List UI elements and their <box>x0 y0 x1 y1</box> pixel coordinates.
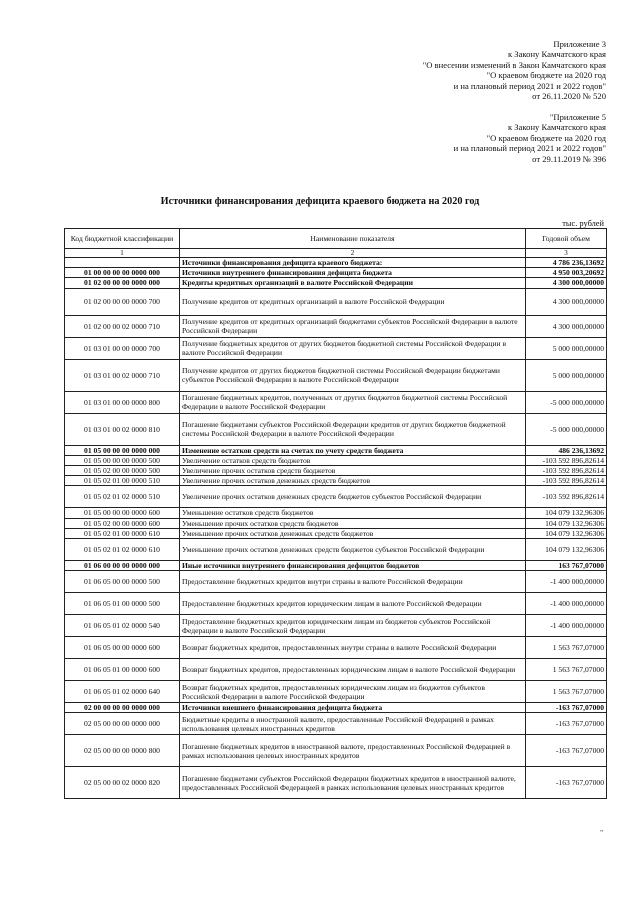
row-amount: 1 563 767,07000 <box>526 681 607 703</box>
header-line: "Приложение 5 <box>549 112 606 122</box>
row-amount: -103 592 896,82614 <box>526 455 607 465</box>
row-amount: -1 400 000,00000 <box>526 615 607 637</box>
row-amount: 1 563 767,07000 <box>526 659 607 681</box>
row-amount: 4 300 000,00000 <box>526 315 607 337</box>
row-amount: -103 592 896,82614 <box>526 476 607 486</box>
closing-mark: " <box>600 829 603 837</box>
row-amount: 104 079 132,96306 <box>526 528 607 538</box>
row-code: 01 05 02 01 00 0000 610 <box>65 528 180 538</box>
row-name: Получение кредитов от кредитных организаций бюджетами субъектов Российской Федерации в валюте Российской Федерации <box>180 315 526 337</box>
row-code: 01 00 00 00 00 0000 000 <box>65 268 180 278</box>
row-amount: -5 000 000,00000 <box>526 413 607 445</box>
table-row <box>65 703 607 713</box>
header-line: "О краевом бюджете на 2020 год <box>486 70 606 81</box>
row-name: Иные источники внутреннего финансирования дефицитов бюджетов <box>180 561 526 571</box>
document-title: Источники финансирования дефицита краевого бюджета на 2020 год <box>160 196 480 207</box>
row-amount: 1 563 767,07000 <box>526 637 607 659</box>
row-name: Возврат бюджетных кредитов, предоставленных юридическим лицам из бюджетов субъектов Российской Федерации в валюте Российской Федерации <box>180 681 526 703</box>
header-block-2 <box>454 112 606 164</box>
row-name: Погашение бюджетами субъектов Российской Федерации кредитов от других бюджетов бюджетной системы Российской Федерации в валюте Российской Федерации <box>180 413 526 445</box>
table-row <box>65 413 607 445</box>
header-line: "О внесении изменений в Закон Камчатского края <box>422 59 606 70</box>
row-code: 01 02 00 00 00 0000 700 <box>65 288 180 315</box>
row-code: 01 02 00 00 00 0000 000 <box>65 278 180 288</box>
row-amount: 4 950 003,20692 <box>526 268 607 278</box>
table-row <box>65 659 607 681</box>
row-name: Источники финансирования дефицита краевого бюджета: <box>180 258 526 268</box>
units-label: тыс. рублей <box>562 219 604 228</box>
row-code: 01 06 05 01 00 0000 600 <box>65 659 180 681</box>
row-name: Уменьшение прочих остатков средств бюджетов <box>180 518 526 528</box>
table-row <box>65 455 607 465</box>
table-row <box>65 508 607 518</box>
table-row <box>65 518 607 528</box>
row-name: Уменьшение прочих остатков денежных средств бюджетов субъектов Российской Федерации <box>180 539 526 561</box>
table-row <box>65 315 607 337</box>
row-code: 01 05 00 00 00 0000 600 <box>65 508 180 518</box>
row-code: 02 05 00 00 02 0000 820 <box>65 767 180 799</box>
row-code: 01 05 00 00 00 0000 500 <box>65 455 180 465</box>
row-name: Изменение остатков средств на счетах по учету средств бюджета <box>180 445 526 455</box>
row-name: Предоставление бюджетных кредитов юридическим лицам в валюте Российской Федерации <box>180 593 526 615</box>
row-amount: -1 400 000,00000 <box>526 571 607 593</box>
row-code: 01 06 05 00 00 0000 500 <box>65 571 180 593</box>
row-amount: -1 400 000,00000 <box>526 593 607 615</box>
row-code: 02 00 00 00 00 0000 000 <box>65 703 180 713</box>
table-row <box>65 486 607 508</box>
row-amount: 163 767,07000 <box>526 561 607 571</box>
row-code: 01 03 01 00 00 0000 700 <box>65 337 180 359</box>
row-code: 01 05 00 00 00 0000 000 <box>65 445 180 455</box>
row-amount: 5 000 000,00000 <box>526 337 607 359</box>
table-body <box>65 258 607 799</box>
row-name: Уменьшение прочих остатков денежных средств бюджетов <box>180 528 526 538</box>
header-line: к Закону Камчатского края <box>507 49 606 60</box>
row-code: 01 06 00 00 00 0000 000 <box>65 561 180 571</box>
row-amount: -163 767,07000 <box>526 713 607 735</box>
row-name: Увеличение прочих остатков средств бюджетов <box>180 466 526 476</box>
row-code: 01 03 01 00 00 0000 800 <box>65 391 180 413</box>
table-row <box>65 593 607 615</box>
table-row <box>65 713 607 735</box>
header-line: к Закону Камчатского края <box>507 122 606 133</box>
row-code: 01 03 01 00 02 0000 710 <box>65 359 180 391</box>
row-code: 01 06 05 01 02 0000 640 <box>65 681 180 703</box>
row-code: 01 05 02 01 02 0000 610 <box>65 539 180 561</box>
table-row <box>65 476 607 486</box>
table-row <box>65 466 607 476</box>
row-name: Получение кредитов от других бюджетов бюджетной системы Российской Федерации бюджетами субъектов Российской Федерации в валюте Российской Федерации <box>180 359 526 391</box>
row-name: Увеличение остатков средств бюджетов <box>180 455 526 465</box>
row-code: 01 05 02 00 00 0000 600 <box>65 518 180 528</box>
table-row <box>65 288 607 315</box>
table-row <box>65 337 607 359</box>
row-amount: 4 300 000,00000 <box>526 288 607 315</box>
row-amount: 104 079 132,96306 <box>526 518 607 528</box>
column-number: 1 <box>65 249 180 258</box>
row-amount: -163 767,07000 <box>526 735 607 767</box>
row-amount: -163 767,07000 <box>526 703 607 713</box>
table-row <box>65 561 607 571</box>
row-name: Погашение бюджетных кредитов в иностранной валюте, предоставленных Российской Федерацией в рамках использования целевых иностранных кредитов <box>180 735 526 767</box>
header-amount: Годовой объем <box>526 229 607 249</box>
row-name: Увеличение прочих остатков денежных средств бюджетов субъектов Российской Федерации <box>180 486 526 508</box>
row-code: 01 05 02 00 00 0000 500 <box>65 466 180 476</box>
row-name: Возврат бюджетных кредитов, предоставленных внутри страны в валюте Российской Федерации <box>180 637 526 659</box>
table-row <box>65 735 607 767</box>
row-name: Уменьшение остатков средств бюджетов <box>180 508 526 518</box>
row-name: Источники внутреннего финансирования дефицита бюджета <box>180 268 526 278</box>
row-code: 02 05 00 00 00 0000 000 <box>65 713 180 735</box>
financing-sources-table <box>64 228 607 799</box>
header-line: Приложение 3 <box>553 39 606 49</box>
row-code: 01 05 02 01 00 0000 510 <box>65 476 180 486</box>
row-name: Кредиты кредитных организаций в валюте Российской Федерации <box>180 278 526 288</box>
row-name: Получение кредитов от кредитных организаций в валюте Российской Федерации <box>180 288 526 315</box>
row-code: 02 05 00 00 00 0000 800 <box>65 735 180 767</box>
header-line: от 26.11.2020 № 520 <box>532 91 606 102</box>
header-line: и на плановый период 2021 и 2022 годов" <box>453 80 606 91</box>
row-code: 01 06 05 00 00 0000 600 <box>65 637 180 659</box>
row-name: Источники внешнего финансирования дефицита бюджета <box>180 703 526 713</box>
row-code: 01 05 02 01 02 0000 510 <box>65 486 180 508</box>
row-amount: -103 592 896,82614 <box>526 466 607 476</box>
row-name: Возврат бюджетных кредитов, предоставленных юридическим лицам в валюте Российской Федерации <box>180 659 526 681</box>
row-amount: 5 000 000,00000 <box>526 359 607 391</box>
table-row <box>65 258 607 268</box>
table-row <box>65 359 607 391</box>
row-name: Погашение бюджетных кредитов, полученных от других бюджетов бюджетной системы Российской Федерации в валюте Российской Федерации <box>180 391 526 413</box>
row-name: Предоставление бюджетных кредитов внутри страны в валюте Российской Федерации <box>180 571 526 593</box>
header-name: Наименование показателя <box>180 229 526 249</box>
row-code: 01 03 01 00 02 0000 810 <box>65 413 180 445</box>
table-row <box>65 681 607 703</box>
row-code: 01 06 05 01 02 0000 540 <box>65 615 180 637</box>
column-number: 3 <box>526 249 607 258</box>
row-name: Увеличение прочих остатков денежных средств бюджетов <box>180 476 526 486</box>
header-line: "О краевом бюджете на 2020 год <box>486 132 606 143</box>
table-row <box>65 268 607 278</box>
row-amount: 4 786 236,13692 <box>526 258 607 268</box>
table-row <box>65 571 607 593</box>
header-code: Код бюджетной классификации <box>65 229 180 249</box>
table-row <box>65 278 607 288</box>
row-code <box>65 258 180 268</box>
header-line: и на плановый период 2021 и 2022 годов" <box>453 143 606 154</box>
table-row <box>65 539 607 561</box>
column-number: 2 <box>180 249 526 258</box>
table-row <box>65 767 607 799</box>
row-name: Предоставление бюджетных кредитов юридическим лицам из бюджетов субъектов Российской Федерации в валюте Российской Федерации <box>180 615 526 637</box>
table-row <box>65 615 607 637</box>
row-amount: 4 300 000,00000 <box>526 278 607 288</box>
row-amount: -163 767,07000 <box>526 767 607 799</box>
header-line: от 29.11.2019 № 396 <box>532 153 606 164</box>
row-amount: 486 236,13692 <box>526 445 607 455</box>
table-row <box>65 391 607 413</box>
table-row <box>65 637 607 659</box>
row-code: 01 06 05 01 00 0000 500 <box>65 593 180 615</box>
row-name: Бюджетные кредиты в иностранной валюте, предоставленные Российской Федерацией в рамках использования целевых иностранных кредитов <box>180 713 526 735</box>
row-amount: 104 079 132,96306 <box>526 508 607 518</box>
row-amount: -5 000 000,00000 <box>526 391 607 413</box>
row-name: Получение бюджетных кредитов от других бюджетов бюджетной системы Российской Федерации в валюте Российской Федерации <box>180 337 526 359</box>
row-name: Погашение бюджетами субъектов Российской Федерации бюджетных кредитов в иностранной валюте, предоставленных Российской Федерацией в рамках использования целевых иностранных кредитов <box>180 767 526 799</box>
row-amount: -103 592 896,82614 <box>526 486 607 508</box>
table-row <box>65 528 607 538</box>
row-code: 01 02 00 00 02 0000 710 <box>65 315 180 337</box>
header-block-1 <box>423 39 606 101</box>
row-amount: 104 079 132,96306 <box>526 539 607 561</box>
table-row <box>65 445 607 455</box>
